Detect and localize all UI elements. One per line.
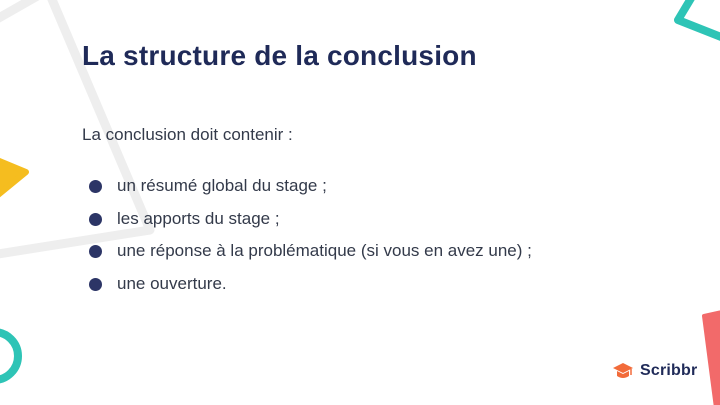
teal-outline-square-decoration [670,0,720,70]
red-shape-decoration [700,308,720,405]
bullet-item [89,268,532,301]
bullet-text: les apports du stage ; [117,208,280,228]
intro-text: La conclusion doit contenir : [82,125,293,144]
bullet-list [89,170,532,300]
brand-name: Scribbr [640,362,698,379]
yellow-triangle-decoration [0,150,40,210]
scribbr-logo [612,361,697,381]
bullet-item [89,235,532,268]
bullet-text: une ouverture. [117,273,227,293]
bullet-dot-icon [89,213,102,226]
bullet-dot-icon [89,245,102,258]
bullet-dot-icon [89,278,102,291]
bullet-text: un résumé global du stage ; [117,176,327,195]
bullet-item [89,203,532,236]
teal-ring-decoration [0,318,30,398]
bullet-text: une réponse à la problématique (si vous en avez une) ; [117,241,532,260]
bullet-item [89,170,532,203]
slide-title: La structure de la conclusion [82,40,477,71]
graduation-cap-icon [612,361,634,381]
bullet-dot-icon [89,180,102,193]
